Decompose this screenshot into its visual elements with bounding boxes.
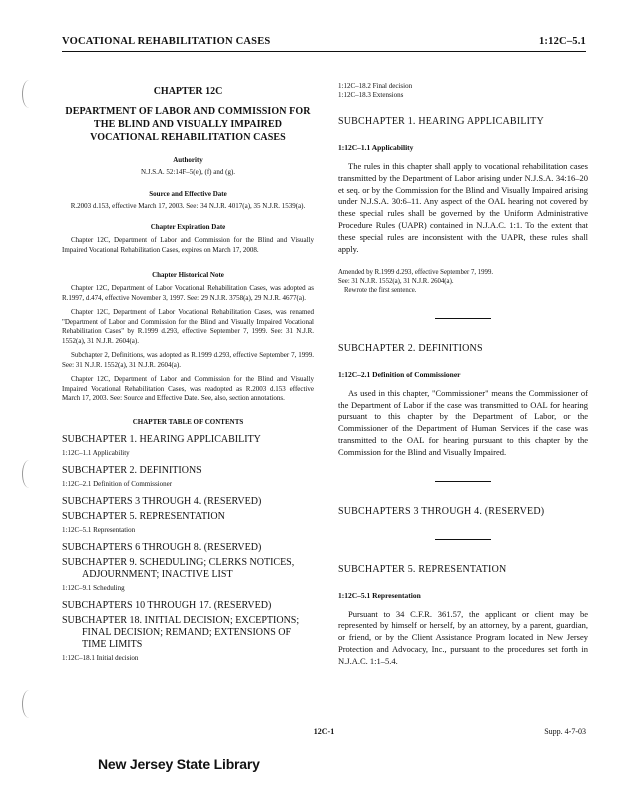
- amendment-line-2: See: 31 N.J.R. 1552(a), 31 N.J.R. 2604(a).: [338, 278, 454, 286]
- source-heading: Source and Effective Date: [149, 189, 227, 198]
- authority-heading: Authority: [173, 156, 203, 164]
- section-divider: [435, 539, 491, 540]
- toc-subchapter-9-line-1: SUBCHAPTER 9. SCHEDULING; CLERKS NOTICES,: [62, 556, 295, 568]
- toc-subchapter-2: SUBCHAPTER 2. DEFINITIONS: [62, 464, 202, 476]
- section-5-1-heading: 1:12C–5.1 Representation: [338, 590, 421, 600]
- left-column: [62, 60, 314, 662]
- chapter-title: DEPARTMENT OF LABOR AND COMMISSION FOR THE BLIND AND VISUALLY IMPAIRED VOCATIONAL REHABILITATION CASES: [65, 106, 311, 143]
- toc-subchapter-18: [62, 615, 314, 651]
- toc-section-2-1: 1:12C–2.1 Definition of Commissioner: [62, 479, 173, 488]
- toc-subchapters-10-17: SUBCHAPTERS 10 THROUGH 17. (RESERVED): [62, 599, 272, 611]
- binding-hole-mark: [22, 460, 36, 488]
- section-divider: [435, 318, 491, 319]
- toc-subchapter-9-line-2: ADJOURNMENT; INACTIVE LIST: [82, 568, 233, 580]
- right-column: [338, 60, 588, 668]
- toc-section-18-1: 1:12C–18.1 Initial decision: [62, 653, 139, 662]
- subchapter-2-heading: SUBCHAPTER 2. DEFINITIONS: [338, 342, 483, 354]
- history-paragraph-1: Chapter 12C, Department of Labor Vocational Rehabilitation Cases, was adopted as R.1997, d.474, effective November 3, 1997. See: 29 N.J.R. 3758(a), 29 N.J.R. 4677(a).: [62, 284, 314, 302]
- history-paragraph-2: Chapter 12C, Department of Labor Vocational Rehabilitation Cases, was renamed "Department of Labor and Commission for the Blind and Visually Impaired Vocational Rehabilitation Cases" by R.1999 d.293, effective September 7, 1999. See: 31 N.J.R. 1552(a), 31 N.J.R. 2604(a).: [62, 308, 314, 345]
- amendment-note: [338, 269, 588, 295]
- chapter-number: CHAPTER 12C: [153, 86, 223, 97]
- section-1-1-text: The rules in this chapter shall apply to vocational rehabilitation cases transmitted by the Department of Labor arising under N.J.S.A. 34:16–20 et seq. or by the Commission for the Blind and Visually Impaired arising under N.J.S.A. 30:6–11. Any aspect of the OAL hearing not covered by these special rules shall be governed by the Uniform Administrative Procedure Rules (UAPR) contained in N.J.A.C. 1:1. To the extent that these special rules are inconsistent with the UAPR, these rules shall apply.: [338, 161, 588, 254]
- binding-hole-mark: [22, 690, 36, 718]
- binding-hole-mark: [22, 80, 36, 108]
- supplement-date: Supp. 4-7-03: [544, 727, 586, 736]
- toc-section-9-1: 1:12C–9.1 Scheduling: [62, 583, 125, 592]
- expiration-text: Chapter 12C, Department of Labor and Commission for the Blind and Visually Impaired Vocational Rehabilitation Cases, expires on March 17, 2008.: [62, 236, 314, 254]
- subchapter-1-heading: SUBCHAPTER 1. HEARING APPLICABILITY: [338, 116, 544, 127]
- running-head-title: VOCATIONAL REHABILITATION CASES: [62, 36, 271, 47]
- history-paragraph-3: Subchapter 2, Definitions, was adopted as R.1999 d.293, effective September 7, 1999. See: 31 N.J.R. 1552(a), 31 N.J.R. 2604(a).: [62, 351, 314, 369]
- running-head: [62, 36, 586, 50]
- toc-heading: CHAPTER TABLE OF CONTENTS: [132, 417, 244, 426]
- authority-text: N.J.S.A. 52:14F–5(e), (f) and (g).: [140, 168, 236, 176]
- history-paragraph-4: Chapter 12C, Department of Labor and Commission for the Blind and Visually Impaired Vocational Rehabilitation Cases, was readopted as R.2003 d.153 effective March 17, 2003. See: Source and Effective Date. See, also, section annotations.: [62, 375, 314, 402]
- toc-section-1-1: 1:12C–1.1 Applicability: [62, 448, 130, 457]
- page-number: 12C-1: [313, 727, 335, 736]
- amendment-line-3: Rewrote the first sentence.: [344, 286, 417, 294]
- source-text: R.2003 d.153, effective March 17, 2003. See: 34 N.J.R. 4017(a), 35 N.J.R. 1539(a).: [70, 201, 306, 210]
- expiration-heading: Chapter Expiration Date: [150, 223, 226, 231]
- subchapter-5-heading: SUBCHAPTER 5. REPRESENTATION: [338, 563, 507, 575]
- amendment-line-1: Amended by R.1999 d.293, effective September 7, 1999.: [338, 269, 494, 277]
- library-stamp: New Jersey State Library: [98, 756, 260, 772]
- section-2-1-heading: 1:12C–2.1 Definition of Commissioner: [338, 369, 461, 379]
- header-rule: [62, 51, 586, 52]
- section-2-1-text: As used in this chapter, "Commissioner" means the Commissioner of the Department of Labor if the case was transmitted to OAL for hearing pursuant to this chapter by the Department of Labor, or the Commissioner of the Department of Human Services if the case was transmitted to the OAL for hearing pursuant to this chapter by the Commission for the Blind and Visually Impaired.: [338, 387, 588, 457]
- history-heading: Chapter Historical Note: [152, 271, 224, 279]
- toc-subchapter-18-line-2: FINAL DECISION; REMAND; EXTENSIONS OF: [82, 626, 292, 638]
- subchapters-3-4-heading: SUBCHAPTERS 3 THROUGH 4. (RESERVED): [338, 505, 545, 517]
- toc-section-5-1: 1:12C–5.1 Representation: [62, 525, 136, 534]
- page-footer: [62, 727, 586, 741]
- toc-section-18-3: 1:12C–18.3 Extensions: [338, 91, 404, 99]
- running-head-section: 1:12C–5.1: [538, 36, 586, 47]
- toc-subchapter-18-line-1: SUBCHAPTER 18. INITIAL DECISION; EXCEPTIONS;: [62, 614, 300, 626]
- section-divider: [435, 481, 491, 482]
- toc-subchapter-1: SUBCHAPTER 1. HEARING APPLICABILITY: [62, 433, 261, 445]
- toc-section-18-2: 1:12C–18.2 Final decision: [338, 82, 413, 90]
- section-5-1-text: Pursuant to 34 C.F.R. 361.57, the applicant or client may be represented by himself or herself, by an attorney, by a parent, guardian, or friend, or by the Client Assistance Program located in New Jersey Protection and Advocacy, Inc., pursuant to the procedures set forth in N.J.A.C. 1:1–5.4.: [338, 608, 588, 666]
- toc-subchapter-18-line-3: TIME LIMITS: [82, 638, 143, 650]
- section-1-1-heading: 1:12C–1.1 Applicability: [338, 143, 414, 152]
- toc-subchapter-5: SUBCHAPTER 5. REPRESENTATION: [62, 510, 225, 522]
- toc-subchapters-3-4: SUBCHAPTERS 3 THROUGH 4. (RESERVED): [62, 495, 262, 507]
- toc-subchapter-9: [62, 557, 314, 581]
- toc-subchapters-6-8: SUBCHAPTERS 6 THROUGH 8. (RESERVED): [62, 541, 262, 553]
